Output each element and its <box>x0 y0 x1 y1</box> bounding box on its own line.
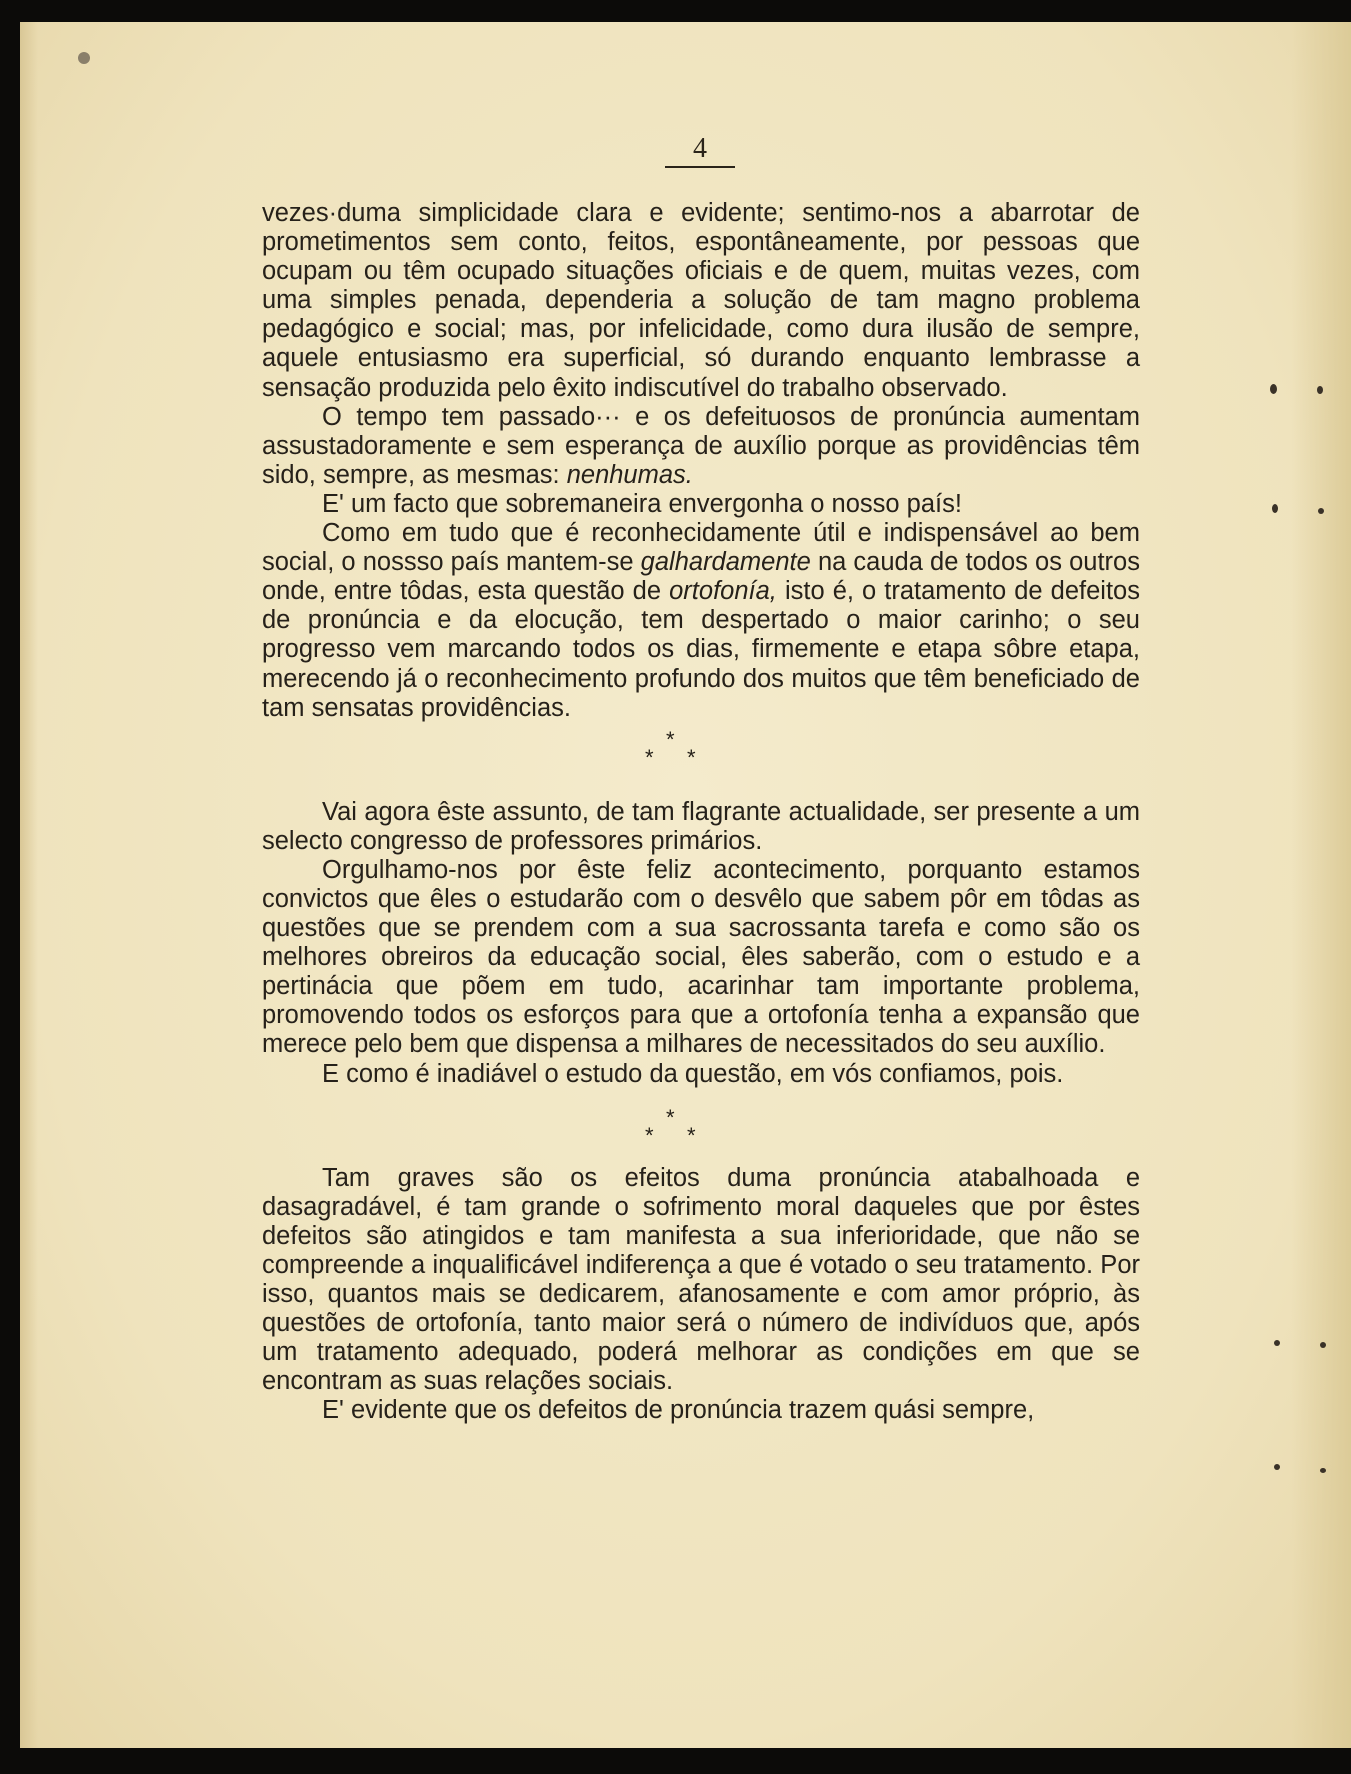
paragraph: vezes·duma simplicidade clara e evidente; sentimo-nos a abarrotar de prometimentos sem conto, feitos, espontâneamente, por pessoas que ocupam ou têm ocupado situações oficiais e de quem, muitas vezes, com uma simples penada, dependeria a solução de tam magno problema pedagógico e social; mas, por infelicidade, como dura ilusão de sempre, aquele entusiasmo era superficial, só durando enquanto lembrasse a sensação produzida pelo êxito indiscutível do trabalho observado. <box>262 199 1140 402</box>
margin-mark <box>1320 1468 1326 1473</box>
margin-mark <box>1318 508 1324 514</box>
paragraph-text: isto é, o tratamento de defeitos de pronúncia e da elocução, tem despertado o maior carinho; o seu progresso vem marcando todos os dias, firmemente e etapa sôbre etapa, merecendo já o reconhecimento profundo dos muitos que têm beneficiado de tam sensatas providências. <box>262 577 1140 722</box>
body-text <box>262 199 1140 1425</box>
emphasis-text: ortofonía, <box>669 577 777 606</box>
paragraph: E' evidente que os defeitos de pronúncia trazem quási sempre, <box>322 1396 1035 1425</box>
separator-star: * <box>666 726 675 752</box>
margin-mark <box>1272 504 1278 513</box>
separator-star: * <box>645 744 654 770</box>
paragraph: Vai agora êste assunto, de tam flagrante actualidade, ser presente a um selecto congresso de professores primários. <box>262 797 1140 855</box>
section-separator <box>262 1089 1140 1164</box>
margin-mark <box>1320 1342 1326 1348</box>
pin-hole <box>78 52 90 64</box>
emphasis-text: galhardamente <box>640 548 811 577</box>
paragraph-text: na cauda de todos os outros onde, entre tôdas, esta questão de <box>262 548 1140 606</box>
paragraph-text: O tempo tem passado··· e os defeituosos de pronúncia aumentam assustadoramente e sem esperança de auxílio porque as providências têm sido, sempre, as mesmas: <box>262 402 1140 489</box>
emphasis-text: nenhumas. <box>566 460 693 489</box>
paragraph: Orgulhamo-nos por êste feliz acontecimento, porquanto estamos convictos que êles o estudarão com o desvêlo que sabem pôr em tôdas as questões que se prendem com a sua sacrossanta tarefa e como são os melhores obreiros da educação social, êles saberão, com o estudo e a pertinácia que põem em tudo, acarinhar tam importante problema, promovendo todos os esforços para que a ortofonía tenha a expansão que merece pelo bem que dispensa a milhares de necessitados do seu auxílio. <box>262 855 1140 1059</box>
separator-star: * <box>645 1122 654 1148</box>
section-separator <box>262 723 1140 798</box>
page-shadow-right <box>1291 22 1351 1748</box>
page-shadow-left <box>20 22 38 1748</box>
margin-mark <box>1274 1340 1280 1346</box>
paragraph <box>262 519 1140 723</box>
paragraph-text: Como em tudo que é reconhecidamente útil e indispensável ao bem social, o nossso país mantem-se <box>262 519 1140 577</box>
page-number: 4 <box>665 132 735 168</box>
margin-mark <box>1317 386 1323 394</box>
separator-star: * <box>687 1122 696 1148</box>
paragraph <box>262 403 1140 490</box>
paragraph: E' um facto que sobremaneira envergonha o nosso país! <box>322 489 962 518</box>
margin-mark <box>1270 384 1277 394</box>
paragraph: Tam graves são os efeitos duma pronúncia atabalhoada e dasagradável, é tam grande o sofrimento moral daqueles que por êstes defeitos são atingidos e tam manifesta a sua inferioridade, que não se compreende a inqualificável indiferença a que é votado o seu tratamento. Por isso, quantos mais se dedicarem, afanosamente e com amor próprio, às questões de ortofonía, tanto maior será o número de indivíduos que, após um tratamento adequado, poderá melhorar as condições em que se encontram as suas relações sociais. <box>262 1163 1140 1396</box>
separator-star: * <box>666 1104 675 1130</box>
separator-star: * <box>687 744 696 770</box>
margin-mark <box>1274 1464 1280 1470</box>
paragraph: E como é inadiável o estudo da questão, em vós confiamos, pois. <box>322 1059 1064 1088</box>
